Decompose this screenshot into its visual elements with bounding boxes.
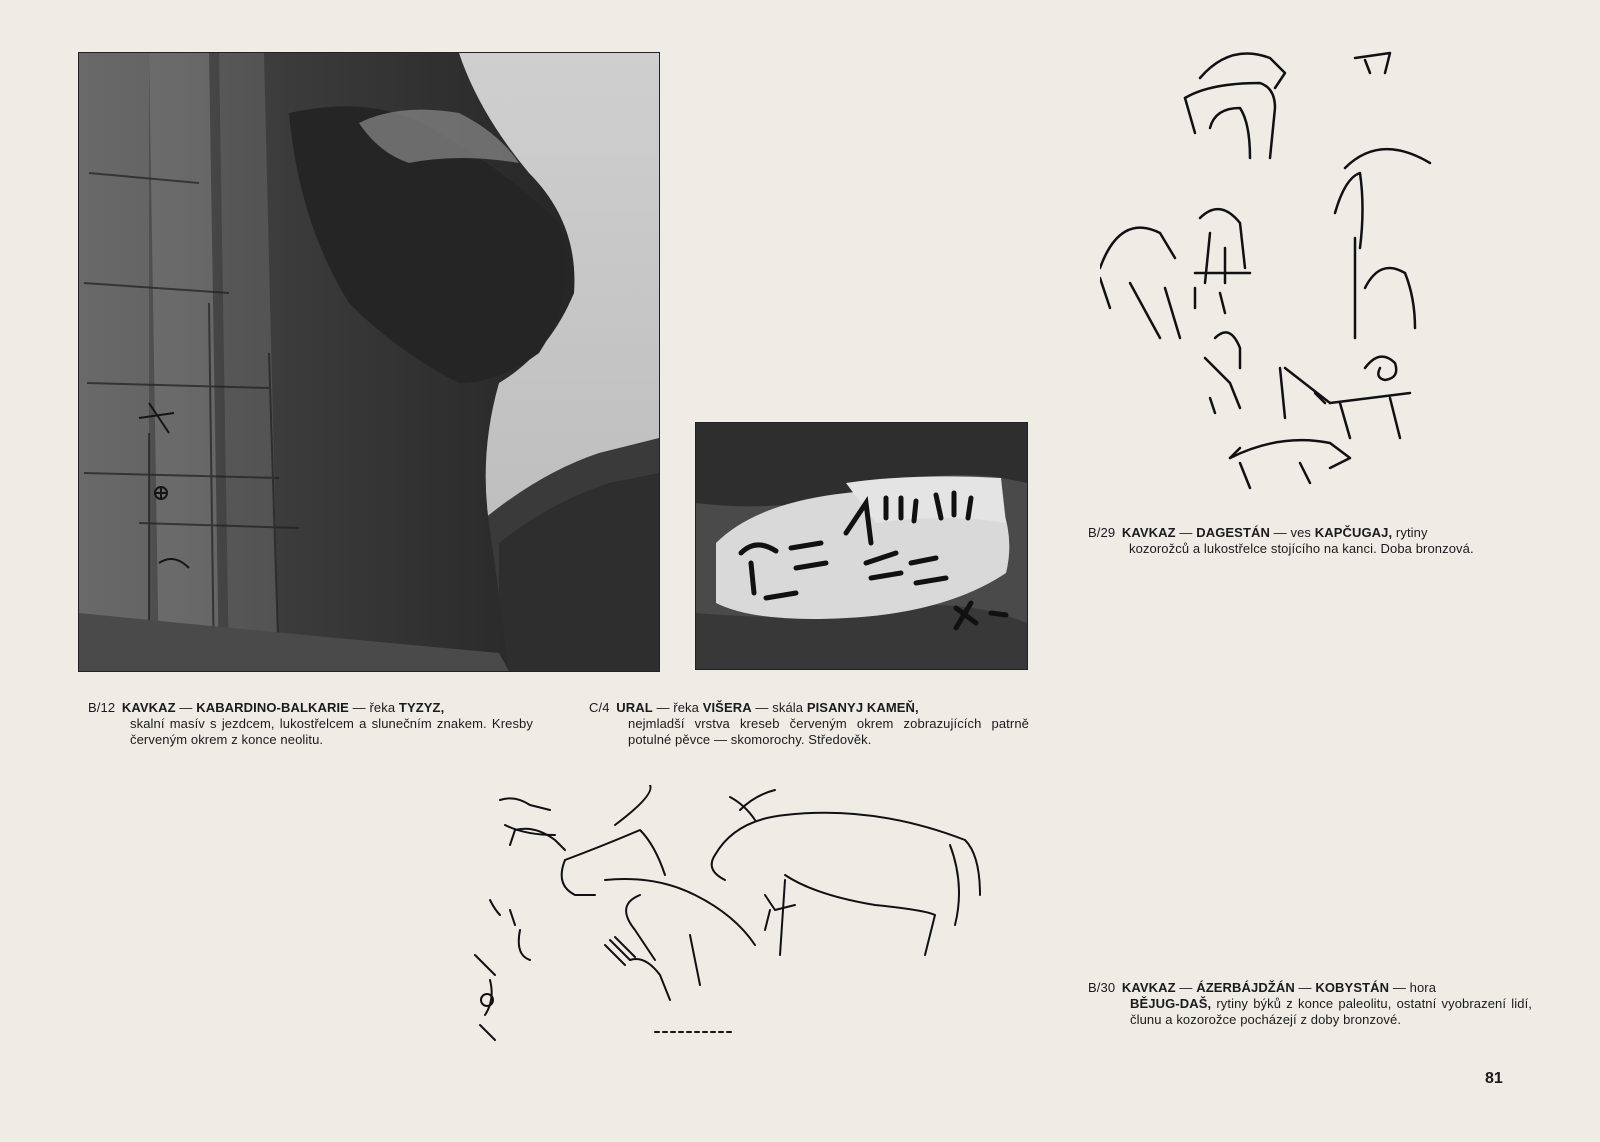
caption-b29 bbox=[1088, 525, 1531, 557]
figure-ibex-engravings bbox=[1100, 38, 1480, 493]
caption-title-region: KAVKAZ bbox=[121, 700, 176, 715]
ibex-engravings-drawing bbox=[1100, 38, 1480, 493]
caption-code: B/29 bbox=[1088, 525, 1116, 540]
caption-dash: — bbox=[1175, 525, 1197, 540]
bull-engravings-drawing bbox=[455, 785, 1025, 1050]
caption-title-mountain: BĚJUG-DAŠ, bbox=[1130, 996, 1212, 1011]
caption-dash: — bbox=[1175, 980, 1197, 995]
caption-description: skalní masív s jezdcem, lukostřelcem a slunečním znakem. Kresby červeným okrem z konce neolitu. bbox=[130, 716, 533, 747]
caption-dash: — bbox=[175, 700, 197, 715]
caption-title-region: KAVKAZ bbox=[1121, 980, 1176, 995]
figure-bull-engravings bbox=[455, 785, 1025, 1050]
caption-title-area: DAGESTÁN bbox=[1196, 525, 1270, 540]
caption-connector: — řeka bbox=[348, 700, 399, 715]
caption-description: kozorožců a lukostřelce stojícího na kanci. Doba bronzová. bbox=[1129, 541, 1474, 556]
caption-title-region: KAVKAZ bbox=[1121, 525, 1176, 540]
rock-massif-image bbox=[79, 53, 659, 671]
caption-description bbox=[1088, 996, 1532, 1028]
caption-b12 bbox=[88, 700, 533, 748]
caption-code: B/12 bbox=[88, 700, 116, 715]
caption-code: B/30 bbox=[1088, 980, 1116, 995]
caption-description-text: rytiny býků z konce paleolitu, ostatní vyobrazení lidí, člunu a kozorožce pocházejí z doby bronzové. bbox=[1130, 996, 1532, 1027]
photo-rock-massif bbox=[78, 52, 660, 672]
caption-title-river: TYZYZ, bbox=[398, 700, 445, 715]
page-number: 81 bbox=[1485, 1070, 1503, 1087]
caption-title-locality: KOBYSTÁN bbox=[1315, 980, 1390, 995]
caption-description: nejmladší vrstva kreseb červeným okrem zobrazujících patrně potulné pěvce — skomorochy. Středověk. bbox=[628, 716, 1029, 747]
caption-connector: — řeka bbox=[652, 700, 703, 715]
caption-b30 bbox=[1088, 980, 1532, 1028]
caption-connector: — ves bbox=[1269, 525, 1315, 540]
caption-dash: — bbox=[1294, 980, 1316, 995]
photo-rock-paintings bbox=[695, 422, 1028, 670]
caption-title-rock: PISANYJ KAMEŇ, bbox=[806, 700, 919, 715]
caption-title-river: VIŠERA bbox=[702, 700, 752, 715]
caption-title-area: ÁZERBÁJDŽÁN bbox=[1196, 980, 1295, 995]
caption-title-area: KABARDINO-BALKARIE bbox=[196, 700, 349, 715]
caption-c4 bbox=[589, 700, 1029, 748]
caption-title-village: KAPČUGAJ, bbox=[1314, 525, 1393, 540]
caption-connector: — skála bbox=[751, 700, 807, 715]
caption-tail: rytiny bbox=[1392, 525, 1428, 540]
caption-code: C/4 bbox=[589, 700, 610, 715]
rock-paintings-image bbox=[696, 423, 1027, 669]
caption-title-region: URAL bbox=[616, 700, 653, 715]
caption-connector: — hora bbox=[1389, 980, 1437, 995]
